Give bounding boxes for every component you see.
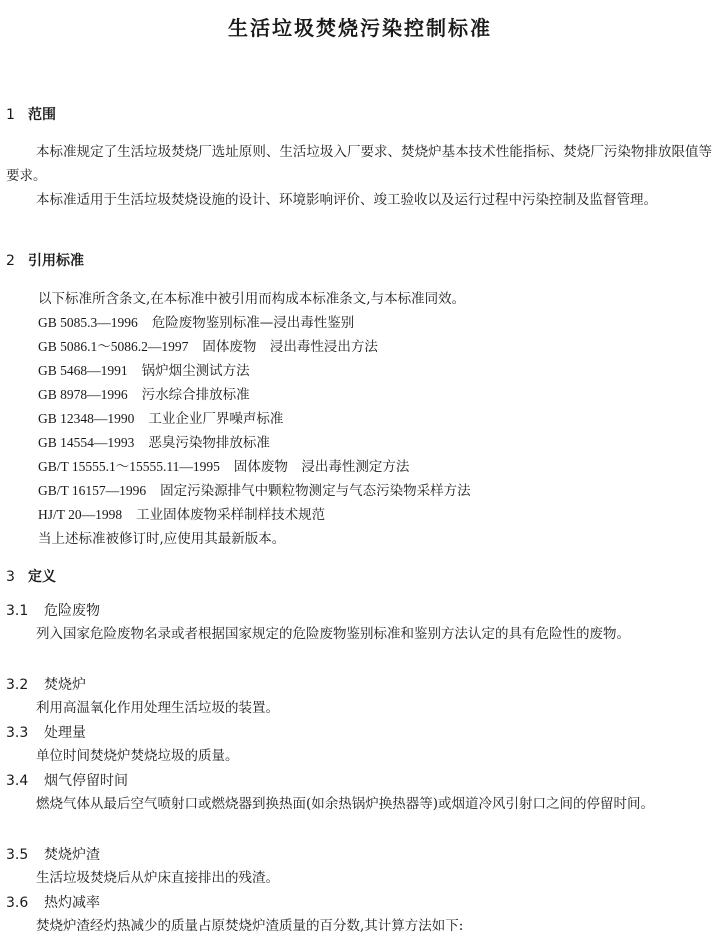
section-title: 引用标准	[28, 253, 84, 269]
definition-text: 燃烧气体从最后空气喷射口或燃烧器到换热面(如余热锅炉换热器等)或烟道冷风引射口之间的停留时间。	[36, 796, 655, 812]
reference-code: GB 5468—1991	[38, 363, 128, 378]
section-number: 2	[6, 253, 15, 269]
reference-code: GB 12348—1990	[38, 411, 135, 426]
definition-term: 处理量	[44, 725, 86, 741]
document-title: 生活垃圾焚烧污染控制标准	[228, 16, 492, 40]
reference-code: GB 8978—1996	[38, 387, 128, 402]
definition-text: 生活垃圾焚烧后从炉床直接排出的残渣。	[36, 870, 279, 886]
definition-heading	[6, 600, 100, 620]
section-title: 范围	[28, 107, 56, 123]
reference-name: 污水综合排放标准	[141, 387, 250, 403]
reference-code: GB 5086.1～5086.2—1997	[38, 339, 189, 354]
reference-name: 固定污染源排气中颗粒物测定与气态污染物采样方法	[160, 483, 471, 499]
definition-heading	[6, 892, 100, 912]
definition-heading	[6, 722, 86, 742]
references-intro: 以下标准所含条文,在本标准中被引用而构成本标准条文,与本标准同效。	[38, 291, 466, 307]
section-heading-references	[6, 250, 84, 270]
reference-item	[38, 431, 270, 451]
section-title: 定义	[28, 569, 56, 585]
reference-name: 危险废物鉴别标准—浸出毒性鉴别	[151, 315, 355, 331]
reference-name: 固体废物 浸出毒性浸出方法	[202, 339, 378, 355]
definition-term: 危险废物	[44, 603, 100, 619]
section-heading-definitions	[6, 566, 56, 586]
reference-code: GB 5085.3—1996	[38, 315, 138, 330]
definition-number: 3.6	[6, 895, 29, 911]
definition-heading	[6, 844, 100, 864]
definition-term: 焚烧炉	[44, 677, 86, 693]
reference-item	[38, 335, 378, 355]
definition-number: 3.4	[6, 773, 29, 789]
definition-text: 单位时间焚烧炉焚烧垃圾的质量。	[36, 748, 239, 764]
reference-item	[38, 503, 325, 523]
definition-text: 利用高温氧化作用处理生活垃圾的装置。	[36, 700, 279, 716]
reference-code: GB/T 15555.1～15555.11—1995	[38, 459, 220, 474]
reference-item	[38, 359, 250, 379]
definition-term: 热灼减率	[44, 895, 100, 911]
definition-number: 3.3	[6, 725, 29, 741]
reference-name: 锅炉烟尘测试方法	[141, 363, 250, 379]
definition-heading	[6, 770, 128, 790]
reference-name: 恶臭污染物排放标准	[148, 435, 270, 451]
reference-code: GB/T 16157—1996	[38, 483, 147, 498]
definition-term: 焚烧炉渣	[44, 847, 100, 863]
reference-item	[38, 311, 354, 331]
reference-item	[38, 479, 471, 499]
references-outro: 当上述标准被修订时,应使用其最新版本。	[38, 531, 286, 547]
reference-item	[38, 455, 409, 475]
reference-name: 固体废物 浸出毒性测定方法	[233, 459, 410, 475]
definition-heading	[6, 674, 86, 694]
definition-number: 3.5	[6, 847, 29, 863]
section-number: 3	[6, 569, 15, 585]
reference-code: HJ/T 20—1998	[38, 507, 123, 522]
section-heading-scope	[6, 104, 56, 124]
reference-name: 工业固体废物采样制样技术规范	[136, 507, 326, 523]
scope-paragraph-1: 本标准规定了生活垃圾焚烧厂选址原则、生活垃圾入厂要求、焚烧炉基本技术性能指标、焚烧厂污染物排放限值等要求。	[6, 144, 712, 184]
reference-item	[38, 383, 250, 403]
scope-paragraph-2: 本标准适用于生活垃圾焚烧设施的设计、环境影响评价、竣工验收以及运行过程中污染控制及监督管理。	[36, 192, 657, 208]
definition-number: 3.1	[6, 603, 29, 619]
reference-name: 工业企业厂界噪声标准	[148, 411, 284, 427]
definition-text: 焚烧炉渣经灼热减少的质量占原焚烧炉渣质量的百分数,其计算方法如下:	[36, 918, 464, 934]
definition-term: 烟气停留时间	[44, 773, 128, 789]
definition-number: 3.2	[6, 677, 29, 693]
section-number: 1	[6, 107, 15, 123]
definition-text: 列入国家危险废物名录或者根据国家规定的危险废物鉴别标准和鉴别方法认定的具有危险性的废物。	[36, 626, 630, 642]
reference-code: GB 14554—1993	[38, 435, 135, 450]
reference-item	[38, 407, 283, 427]
